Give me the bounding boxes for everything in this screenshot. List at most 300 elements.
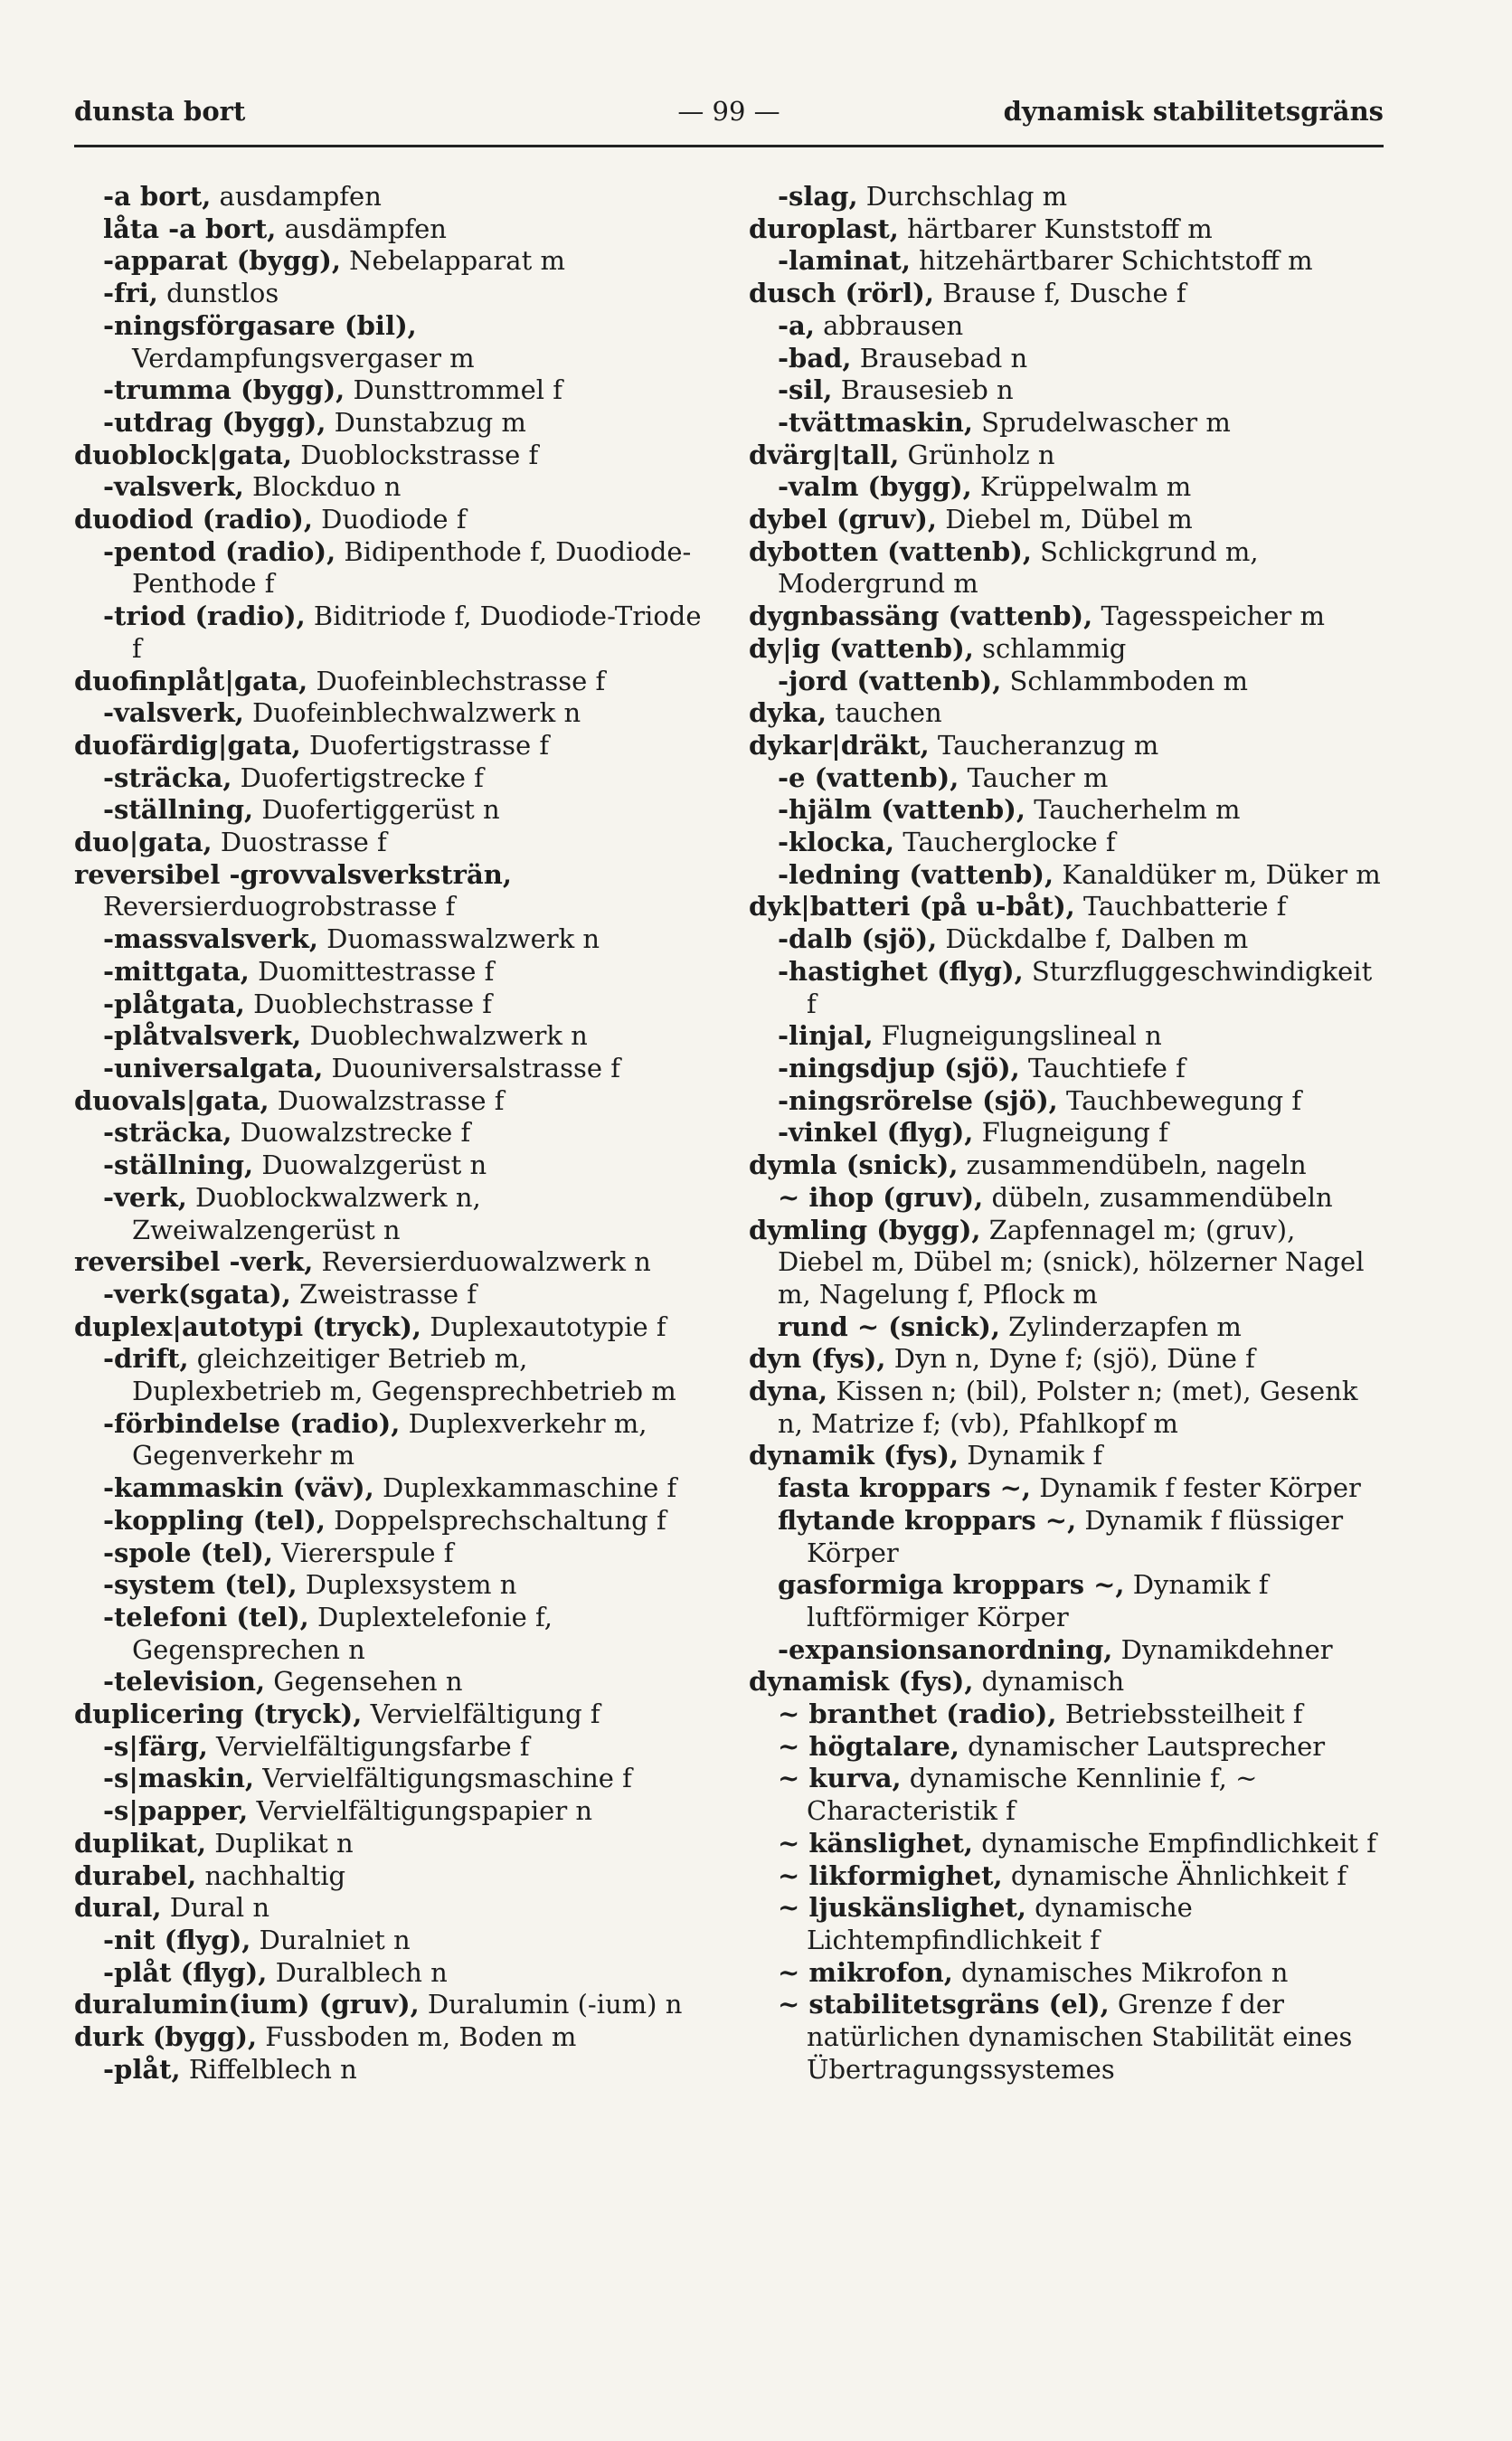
entry-headword: -a bort,	[103, 181, 212, 212]
dictionary-entry	[74, 1537, 707, 1570]
header-rule	[74, 145, 1384, 147]
entry-translation: Duodiode f	[312, 504, 467, 535]
dictionary-entry	[749, 1440, 1382, 1472]
entry-headword: -verk,	[103, 1181, 187, 1213]
entry-translation: Taucheranzug m	[929, 729, 1159, 761]
dictionary-entry	[74, 827, 707, 859]
entry-translation: Kissen n; (bil), Polster n; (met), Gesenk n, Matrize f; (vb), Pfahlkopf m	[778, 1376, 1358, 1439]
entry-translation: Viererspule f	[272, 1537, 454, 1568]
dictionary-entry	[74, 504, 707, 536]
dictionary-entry	[749, 827, 1382, 859]
entry-translation: Duofeinblechwalzwerk n	[243, 697, 581, 729]
header-first-word: dunsta bort	[74, 96, 246, 127]
dictionary-entry	[749, 1666, 1382, 1698]
dictionary-entry	[749, 1343, 1382, 1376]
dictionary-entry	[74, 245, 707, 278]
entry-translation: Duoblockwalzwerk n, Zweiwalzengerüst n	[132, 1181, 481, 1245]
entry-headword: reversibel -verk,	[74, 1246, 314, 1278]
dictionary-entry	[749, 1085, 1382, 1118]
entry-translation: Verdampfungsvergaser m	[132, 342, 475, 374]
dictionary-entry	[74, 1117, 707, 1150]
entry-headword: -sil,	[778, 374, 833, 406]
entry-translation: Taucher m	[959, 762, 1109, 793]
entry-headword: -system (tel),	[103, 1569, 298, 1601]
dictionary-entry	[74, 1795, 707, 1828]
entry-headword: -s|papper,	[103, 1795, 249, 1827]
entry-headword: duofinplåt|gata,	[74, 665, 308, 696]
dictionary-entry	[74, 278, 707, 310]
dictionary-entry	[74, 407, 707, 440]
dictionary-entry	[749, 536, 1382, 601]
entry-translation: Duplikat n	[206, 1827, 354, 1859]
entry-translation: Duplexverkehr m, Gegenverkehr m	[132, 1407, 647, 1471]
right-column	[749, 181, 1382, 2086]
entry-headword: -verk(sgata),	[103, 1278, 291, 1310]
entry-headword: -plåtgata,	[103, 988, 245, 1019]
entry-translation: Dynamik f	[959, 1440, 1103, 1471]
dictionary-entry	[74, 1957, 707, 1990]
dictionary-entry	[749, 633, 1382, 666]
entry-headword: -valm (bygg),	[778, 471, 972, 503]
entry-headword: -spole (tel),	[103, 1537, 273, 1568]
entry-headword: -tvättmaskin,	[778, 406, 973, 438]
entry-headword: -apparat (bygg),	[103, 245, 341, 277]
entry-headword: låta -a bort,	[103, 213, 277, 244]
entry-translation: Tauchtiefe f	[1019, 1052, 1186, 1083]
entry-translation: Bidipenthode f, Duodiode-Penthode f	[132, 535, 692, 600]
entry-translation: dynamisch	[973, 1666, 1125, 1698]
dictionary-entry	[749, 374, 1382, 407]
entry-translation: Riffelblech n	[180, 2053, 357, 2085]
dictionary-entry	[74, 601, 707, 665]
entry-translation: Diebel m, Dübel m	[937, 504, 1193, 535]
entry-headword: -slag,	[778, 181, 858, 212]
dictionary-entry	[74, 1343, 707, 1407]
entry-headword: -plåt (flyg),	[103, 1956, 268, 1988]
dictionary-entry	[74, 310, 707, 374]
entry-headword: -koppling (tel),	[103, 1504, 326, 1536]
dictionary-entry	[74, 471, 707, 504]
entry-translation: Duofertigstrasse f	[300, 729, 550, 761]
entry-translation: hitzehärtbarer Schichtstoff m	[910, 245, 1313, 277]
entry-translation: Dückdalbe f, Dalben m	[937, 923, 1249, 955]
entry-headword: -fri,	[103, 278, 158, 309]
entry-translation: dynamische Kennlinie f, ~ Characteristik f	[807, 1763, 1258, 1827]
entry-translation: Duouniversalstrasse f	[323, 1052, 620, 1083]
entry-translation: Duplexsystem n	[297, 1569, 517, 1601]
entry-headword: -s|färg,	[103, 1730, 208, 1762]
dictionary-entry	[74, 1279, 707, 1311]
entry-translation: Dynamik f flüssiger Körper	[807, 1504, 1344, 1568]
entry-headword: -mittgata,	[103, 955, 250, 987]
entry-translation: Duowalzstrecke f	[232, 1117, 471, 1149]
entry-translation: Duofertiggerüst n	[253, 794, 500, 826]
dictionary-entry	[749, 407, 1382, 440]
dictionary-entry	[74, 730, 707, 762]
entry-headword: ~ likformighet,	[778, 1859, 1003, 1891]
entry-headword: -s|maskin,	[103, 1763, 255, 1794]
dictionary-entry	[74, 1925, 707, 1957]
dictionary-entry	[74, 1085, 707, 1118]
dictionary-entry	[74, 666, 707, 698]
entry-translation: Betriebssteilheit f	[1056, 1698, 1303, 1730]
entry-headword: -a,	[778, 309, 815, 341]
entry-headword: -universalgata,	[103, 1052, 324, 1083]
entry-headword: dybel (gruv),	[749, 504, 937, 535]
entry-translation: dynamische Empfindlichkeit f	[973, 1827, 1377, 1859]
entry-headword: flytande kroppars ~,	[778, 1504, 1077, 1536]
header-last-word: dynamisk stabilitetsgräns	[1003, 96, 1384, 127]
entry-headword: -television,	[103, 1666, 266, 1698]
dictionary-entry	[74, 989, 707, 1021]
entry-headword: duplicering (tryck),	[74, 1698, 363, 1730]
entry-translation: Dyn n, Dyne f; (sjö), Düne f	[885, 1343, 1255, 1375]
entry-headword: -ningsförgasare (bil),	[103, 309, 417, 341]
dictionary-entry	[749, 891, 1382, 923]
entry-headword: reversibel -grovvalsverksträn,	[74, 858, 512, 890]
dictionary-entry	[74, 1408, 707, 1472]
entry-headword: -drift,	[103, 1343, 189, 1375]
entry-headword: dynamik (fys),	[749, 1440, 959, 1471]
entry-headword: dygnbassäng (vattenb),	[749, 601, 1093, 632]
entry-headword: -sträcka,	[103, 1117, 232, 1149]
entry-translation: Dural n	[161, 1892, 270, 1924]
dictionary-entry	[749, 1957, 1382, 1990]
entry-translation: Duralblech n	[267, 1956, 448, 1988]
dictionary-entry	[74, 1860, 707, 1893]
dictionary-entry	[749, 1634, 1382, 1667]
entry-translation: Dunstabzug m	[326, 406, 526, 438]
entry-translation: Krüppelwalm m	[971, 471, 1192, 503]
dictionary-entry	[749, 1505, 1382, 1569]
entry-translation: dübeln, zusammendübeln	[983, 1181, 1333, 1213]
dictionary-entry	[749, 1860, 1382, 1893]
entry-translation: Schlammboden m	[1001, 665, 1249, 696]
entry-translation: zusammendübeln, nageln	[958, 1150, 1307, 1181]
entry-translation: dunstlos	[157, 278, 279, 309]
entry-translation: gleichzeitiger Betrieb m, Duplexbetrieb m, Gegensprechbetrieb m	[132, 1343, 676, 1407]
dictionary-entry	[74, 1731, 707, 1764]
entry-headword: -expansionsanordning,	[778, 1633, 1113, 1665]
entry-translation: tauchen	[827, 697, 942, 729]
entry-headword: duodiod (radio),	[74, 504, 313, 535]
entry-translation: Doppelsprechschaltung f	[325, 1504, 666, 1536]
dictionary-entry	[749, 1117, 1382, 1150]
entry-headword: -vinkel (flyg),	[778, 1117, 974, 1149]
entry-headword: -kammaskin (väv),	[103, 1472, 374, 1504]
dictionary-entry	[749, 730, 1382, 762]
dictionary-entry	[749, 440, 1382, 472]
page-number: — 99 —	[677, 96, 780, 127]
entry-translation: Tauchbewegung f	[1057, 1084, 1302, 1116]
dictionary-entry	[74, 1505, 707, 1537]
entry-headword: duo|gata,	[74, 827, 213, 858]
dictionary-entry	[749, 471, 1382, 504]
entry-translation: Tagesspeicher m	[1092, 601, 1326, 632]
dictionary-entry	[74, 1828, 707, 1860]
dictionary-entry	[749, 859, 1382, 892]
dictionary-entry	[749, 310, 1382, 343]
entry-translation: Duomasswalzwerk n	[317, 923, 600, 955]
entry-translation: Duplexautotypie f	[421, 1310, 666, 1342]
entry-translation: Duomittestrasse f	[249, 955, 495, 987]
entry-translation: Nebelapparat m	[340, 245, 565, 277]
dictionary-entry	[749, 956, 1382, 1020]
dictionary-entry	[74, 1892, 707, 1925]
entry-headword: dy|ig (vattenb),	[749, 632, 974, 664]
entry-translation: Zapfennagel m; (gruv), Diebel m, Dübel m; (snick), hölzerner Nagel m, Nagelung f, Pflock m	[778, 1214, 1365, 1310]
entry-headword: ~ mikrofon,	[778, 1956, 953, 1988]
dictionary-entry	[74, 1311, 707, 1344]
entry-translation: Vervielfältigungsmaschine f	[254, 1763, 632, 1794]
dictionary-entry	[749, 601, 1382, 633]
entry-translation: Vervielfältigungsfarbe f	[207, 1730, 530, 1762]
dictionary-entry	[749, 923, 1382, 956]
entry-translation: Duoblechwalzwerk n	[301, 1020, 588, 1052]
entry-translation: Duralniet n	[250, 1924, 411, 1955]
entry-headword: duroplast,	[749, 213, 899, 244]
entry-translation: Duofeinblechstrasse f	[307, 665, 606, 696]
entry-headword: -nit (flyg),	[103, 1924, 251, 1955]
dictionary-entry	[74, 1569, 707, 1602]
entry-translation: Zylinderzapfen m	[999, 1310, 1242, 1342]
dictionary-entry	[74, 181, 707, 213]
entry-headword: duovals|gata,	[74, 1084, 269, 1116]
page-header	[74, 96, 1384, 136]
entry-headword: -ningsdjup (sjö),	[778, 1052, 1020, 1083]
entry-translation: härtbarer Kunststoff m	[898, 213, 1213, 244]
entry-translation: ausdampfen	[211, 181, 382, 212]
entry-headword: -ledning (vattenb),	[778, 858, 1054, 890]
entry-headword: -pentod (radio),	[103, 535, 336, 567]
entry-translation: ausdämpfen	[276, 213, 447, 244]
dictionary-entry	[749, 697, 1382, 730]
entry-headword: -plåt,	[103, 2053, 181, 2085]
entry-translation: Reversierduogrobstrasse f	[103, 891, 456, 922]
entry-headword: -plåtvalsverk,	[103, 1020, 302, 1052]
entry-headword: fasta kroppars ~,	[778, 1472, 1032, 1504]
entry-translation: Schlickgrund m, Modergrund m	[778, 535, 1259, 600]
entry-headword: dymla (snick),	[749, 1150, 959, 1181]
entry-headword: ~ ihop (gruv),	[778, 1181, 984, 1213]
entry-translation: Grünholz n	[899, 439, 1055, 470]
entry-headword: -förbindelse (radio),	[103, 1407, 401, 1439]
dictionary-entry	[74, 1472, 707, 1505]
entry-headword: -valsverk,	[103, 471, 244, 503]
entry-translation: Flugneigungslineal n	[873, 1020, 1162, 1052]
entry-headword: -sträcka,	[103, 762, 232, 793]
entry-translation: Duplexkammaschine f	[373, 1472, 677, 1504]
entry-headword: durk (bygg),	[74, 2021, 258, 2053]
entry-translation: Kanaldüker m, Düker m	[1054, 858, 1381, 890]
entry-headword: rund ~ (snick),	[778, 1310, 1000, 1342]
entry-headword: ~ ljuskänslighet,	[778, 1892, 1026, 1924]
dictionary-entry	[749, 1828, 1382, 1860]
entry-headword: -utdrag (bygg),	[103, 406, 326, 438]
entry-headword: ~ högtalare,	[778, 1730, 959, 1762]
entry-translation: Vervielfältigungspapier n	[248, 1795, 593, 1827]
entry-translation: Duofertigstrecke f	[232, 762, 484, 793]
entry-headword: durabel,	[74, 1859, 197, 1891]
dictionary-entry	[749, 1053, 1382, 1085]
dictionary-entry	[74, 1053, 707, 1085]
entry-translation: Grenze f der natürlichen dynamischen Stabilität eines Übertragungssystemes	[807, 1989, 1353, 2085]
entry-headword: duralumin(ium) (gruv),	[74, 1989, 420, 2020]
entry-headword: -klocka,	[778, 827, 895, 858]
entry-translation: dynamische Lichtempfindlichkeit f	[807, 1892, 1193, 1955]
entry-headword: ~ känslighet,	[778, 1827, 974, 1859]
dictionary-entry	[749, 1311, 1382, 1344]
entry-translation: Dynamik f fester Körper	[1031, 1472, 1361, 1504]
entry-headword: -e (vattenb),	[778, 762, 959, 793]
entry-headword: -bad,	[778, 342, 852, 374]
entry-translation: Flugneigung f	[973, 1117, 1168, 1149]
entry-translation: dynamische Ähnlichkeit f	[1002, 1859, 1347, 1891]
entry-translation: schlammig	[973, 632, 1127, 664]
entry-translation: Brausebad n	[851, 342, 1028, 374]
entry-headword: dyn (fys),	[749, 1343, 886, 1375]
entry-translation: Blockduo n	[243, 471, 402, 503]
dictionary-entry	[74, 536, 707, 601]
dictionary-entry	[74, 1020, 707, 1053]
entry-headword: -trumma (bygg),	[103, 374, 345, 406]
dictionary-entry	[74, 956, 707, 989]
dictionary-entry	[749, 245, 1382, 278]
dictionary-entry	[74, 374, 707, 407]
dictionary-entry	[74, 1602, 707, 1666]
dictionary-entry	[749, 343, 1382, 375]
dictionary-entry	[749, 213, 1382, 246]
entry-translation: Dunsttrommel f	[345, 374, 563, 406]
entry-translation: Gegensehen n	[265, 1666, 463, 1698]
entry-headword: dural,	[74, 1892, 162, 1924]
dictionary-entry	[749, 1763, 1382, 1827]
dictionary-entry	[749, 794, 1382, 827]
dictionary-entry	[749, 762, 1382, 795]
entry-headword: dvärg|tall,	[749, 439, 900, 470]
dictionary-entry	[74, 1182, 707, 1246]
entry-headword: ~ stabilitetsgräns (el),	[778, 1989, 1110, 2020]
dictionary-entry	[749, 1989, 1382, 2086]
entry-translation: Brausesieb n	[832, 374, 1014, 406]
entry-translation: Sprudelwascher m	[972, 406, 1231, 438]
entry-headword: dymling (bygg),	[749, 1214, 981, 1245]
entry-translation: Vervielfältigung f	[362, 1698, 600, 1730]
dictionary-entry	[749, 666, 1382, 698]
dictionary-entry	[749, 1472, 1382, 1505]
entry-translation: Taucherglocke f	[894, 827, 1116, 858]
dictionary-entry	[74, 1150, 707, 1182]
entry-translation: Reversierduowalzwerk n	[313, 1246, 651, 1278]
dictionary-entry	[749, 1569, 1382, 1633]
entry-headword: dyk|batteri (på u-båt),	[749, 891, 1075, 922]
dictionary-entry	[74, 213, 707, 246]
entry-translation: Brause f, Dusche f	[933, 278, 1186, 309]
dictionary-entry	[74, 1698, 707, 1731]
dictionary-entry	[749, 1182, 1382, 1215]
dictionary-entry	[749, 278, 1382, 310]
dictionary-entry	[74, 1763, 707, 1795]
entry-headword: duoblock|gata,	[74, 439, 292, 470]
entry-headword: duplex|autotypi (tryck),	[74, 1310, 422, 1342]
entry-translation: Tauchbatterie f	[1074, 891, 1287, 922]
entry-translation: Duplextelefonie f, Gegensprechen n	[132, 1601, 553, 1665]
entry-headword: -laminat,	[778, 245, 911, 277]
entry-translation: Duoblechstrasse f	[244, 988, 492, 1019]
entry-headword: -dalb (sjö),	[778, 923, 938, 955]
entry-translation: Dynamik f luftförmiger Körper	[807, 1569, 1269, 1632]
dictionary-entry	[749, 504, 1382, 536]
dictionary-entry	[749, 1150, 1382, 1182]
entry-headword: -hastighet (flyg),	[778, 955, 1024, 987]
dictionary-entry	[74, 923, 707, 956]
dictionary-entry	[749, 1892, 1382, 1956]
entry-translation: Durchschlag m	[857, 181, 1068, 212]
entry-translation: Fussboden m, Boden m	[257, 2021, 577, 2053]
entry-translation: nachhaltig	[196, 1859, 346, 1891]
entry-translation: Zweistrasse f	[290, 1278, 477, 1310]
dictionary-entry	[74, 762, 707, 795]
entry-headword: -linjal,	[778, 1020, 874, 1052]
entry-headword: duofärdig|gata,	[74, 729, 301, 761]
dictionary-entry	[74, 2054, 707, 2086]
entry-translation: Duowalzstrasse f	[269, 1084, 505, 1116]
entry-translation: Duowalzgerüst n	[253, 1150, 487, 1181]
entry-translation: Taucherhelm m	[1025, 794, 1241, 826]
dictionary-entry	[74, 2021, 707, 2054]
entry-translation: Duoblockstrasse f	[292, 439, 539, 470]
entry-headword: -hjälm (vattenb),	[778, 794, 1025, 826]
dictionary-entry	[749, 181, 1382, 213]
entry-headword: -telefoni (tel),	[103, 1601, 309, 1632]
entry-translation: Duostrasse f	[212, 827, 387, 858]
dictionary-entry	[749, 1731, 1382, 1764]
dictionary-entry	[74, 1989, 707, 2021]
entry-translation: Dynamikdehner	[1112, 1633, 1333, 1665]
entry-headword: -ställning,	[103, 794, 254, 826]
entry-headword: ~ kurva,	[778, 1763, 902, 1794]
entry-headword: -massvalsverk,	[103, 923, 318, 955]
entry-headword: -ningsrörelse (sjö),	[778, 1084, 1058, 1116]
entry-translation: Duralumin (-ium) n	[419, 1989, 683, 2020]
dictionary-entry	[749, 1376, 1382, 1440]
entry-headword: -triod (radio),	[103, 601, 306, 632]
dictionary-entry	[74, 1246, 707, 1279]
left-column	[74, 181, 707, 2086]
entry-translation: abbrausen	[814, 309, 964, 341]
entry-headword: dybotten (vattenb),	[749, 535, 1032, 567]
entry-headword: dykar|dräkt,	[749, 729, 930, 761]
dictionary-entry	[74, 440, 707, 472]
entry-translation: Sturzfluggeschwindigkeit f	[807, 955, 1373, 1019]
entry-headword: -ställning,	[103, 1150, 254, 1181]
entry-headword: dyna,	[749, 1376, 828, 1407]
dictionary-entry	[749, 1020, 1382, 1053]
entry-headword: dynamisk (fys),	[749, 1666, 974, 1698]
dictionary-entry	[74, 697, 707, 730]
dictionary-entry	[74, 859, 707, 923]
entry-translation: Biditriode f, Duodiode-Triode f	[132, 601, 702, 664]
entry-translation: dynamisches Mikrofon n	[952, 1956, 1289, 1988]
dictionary-entry	[74, 1666, 707, 1698]
dictionary-entry	[749, 1215, 1382, 1311]
entry-headword: dusch (rörl),	[749, 278, 934, 309]
entry-headword: -jord (vattenb),	[778, 665, 1002, 696]
dictionary-entry	[74, 794, 707, 827]
entry-headword: -valsverk,	[103, 697, 244, 729]
entry-headword: duplikat,	[74, 1827, 207, 1859]
entry-translation: dynamischer Lautsprecher	[959, 1730, 1326, 1762]
